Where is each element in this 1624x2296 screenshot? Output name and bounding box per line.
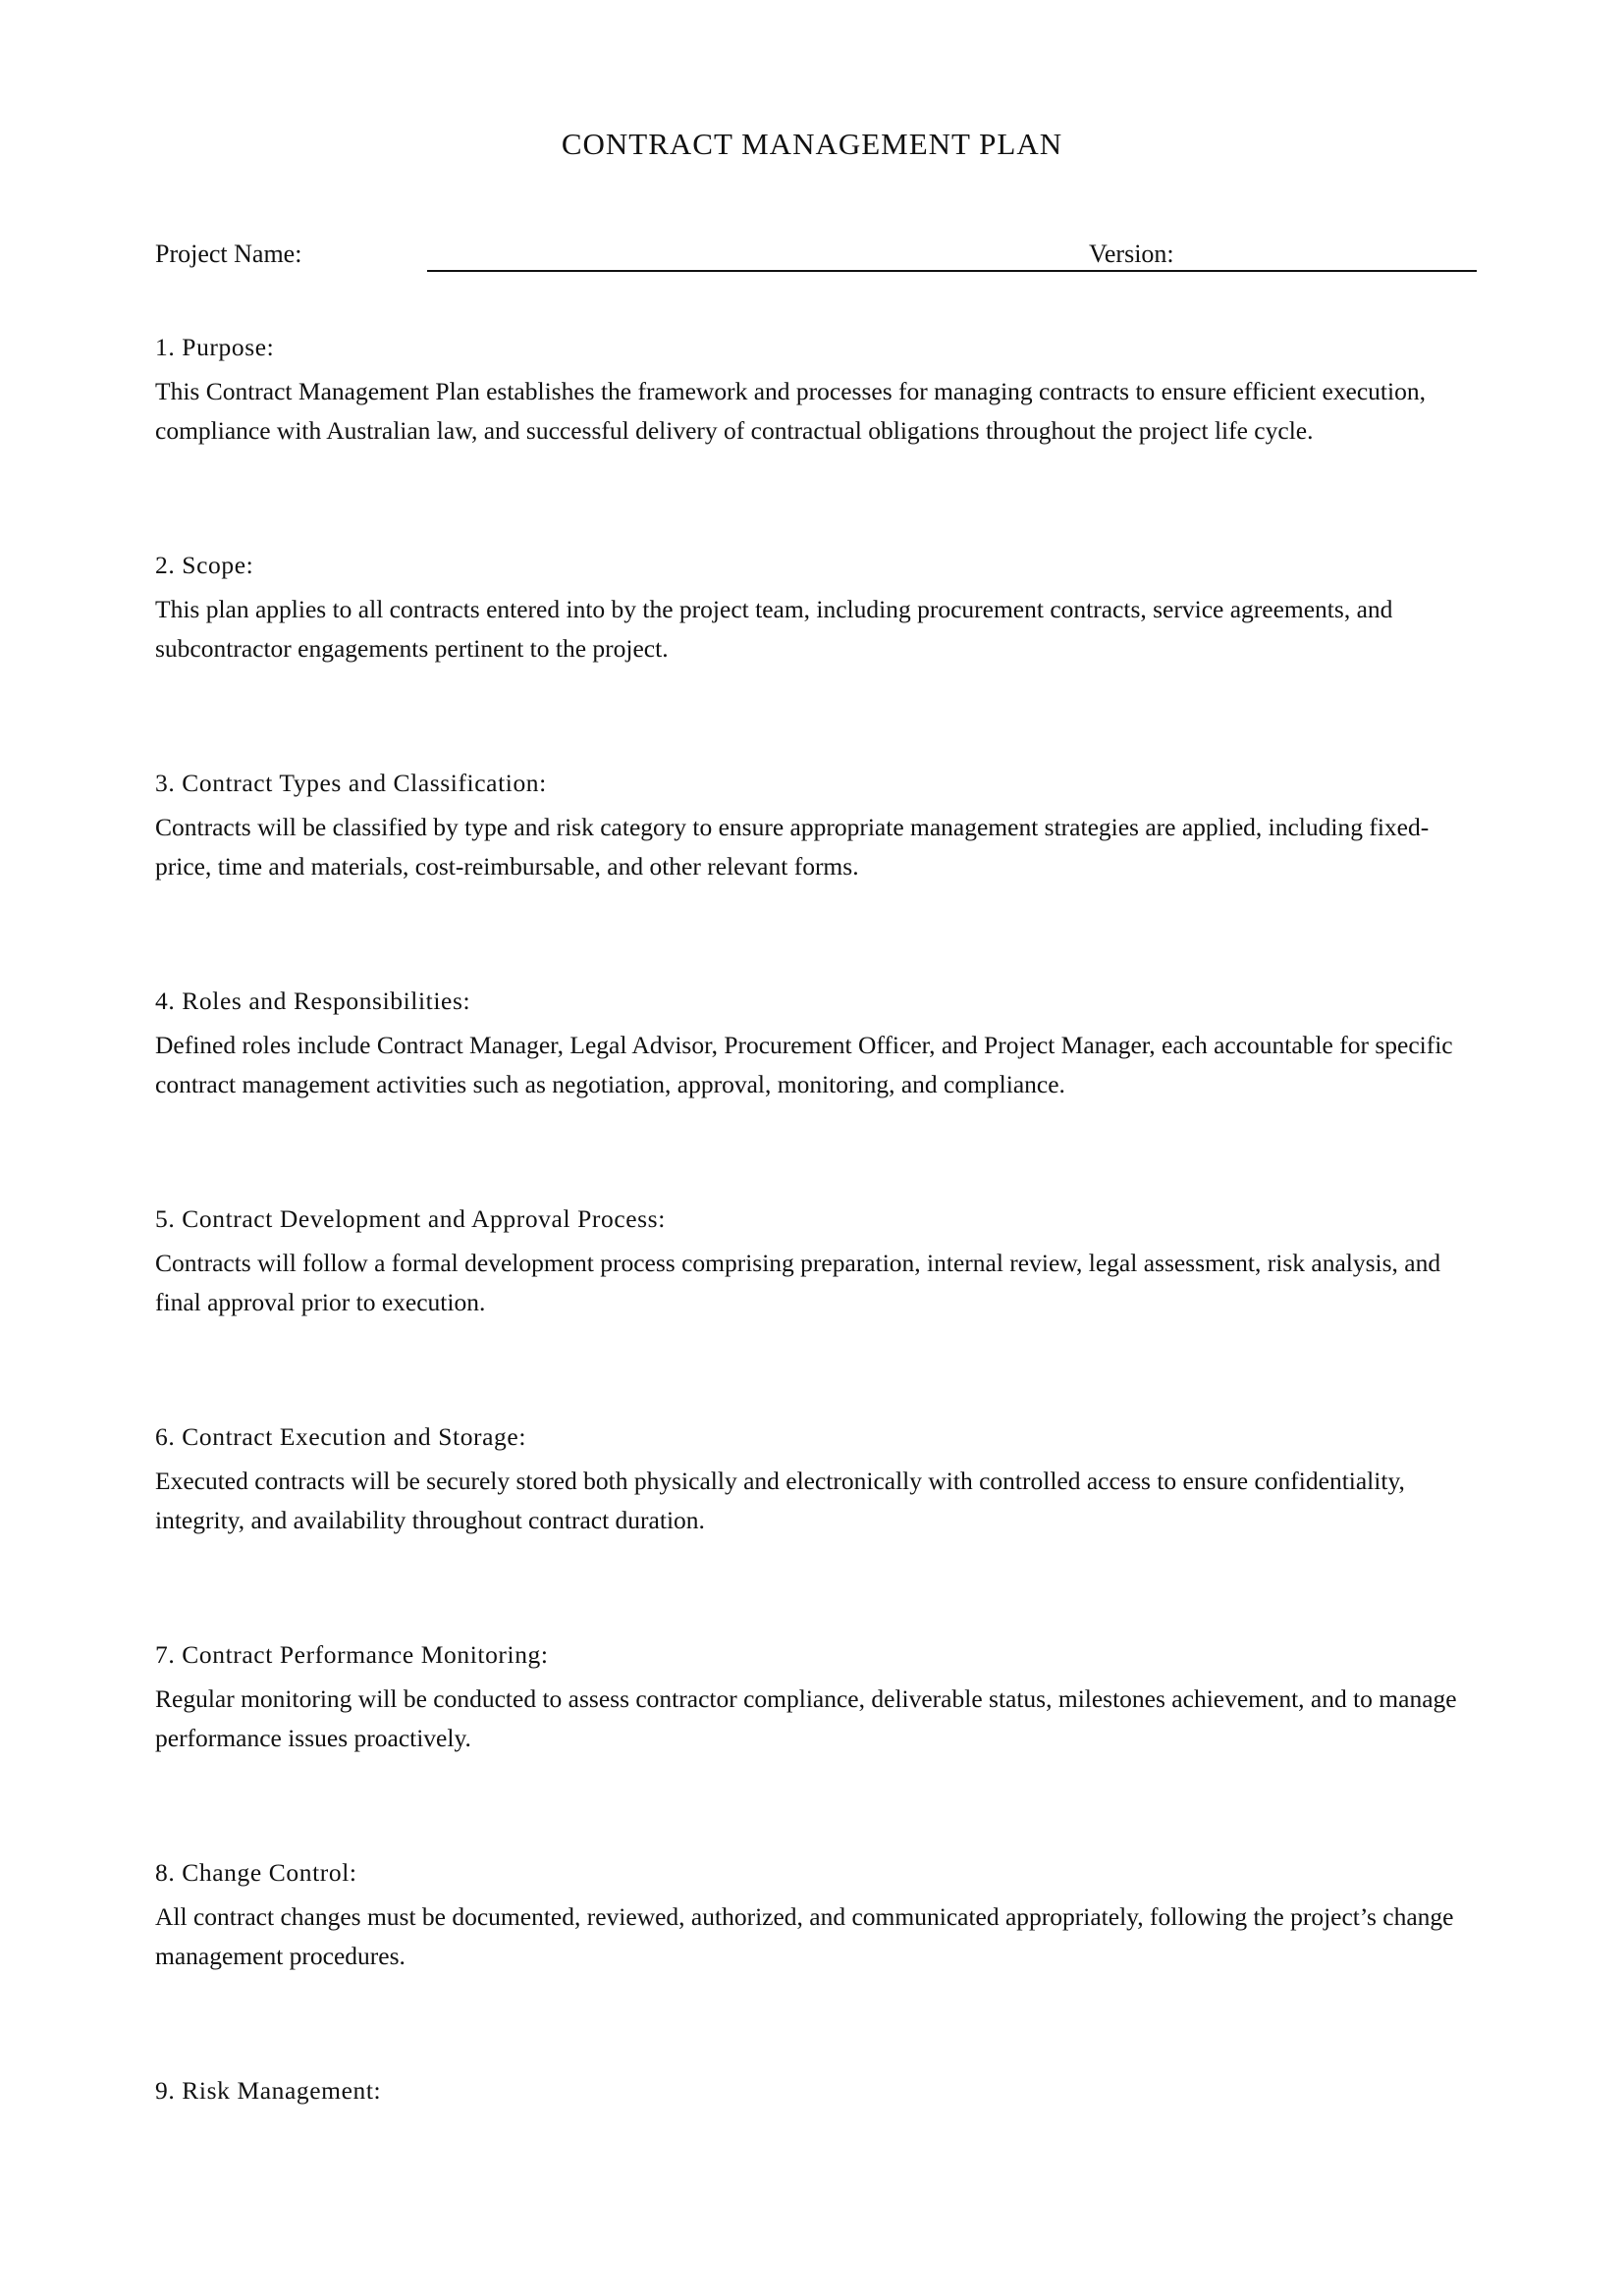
- header-fields: [155, 236, 1477, 277]
- section-heading: 3. Contract Types and Classification:: [155, 769, 547, 797]
- section-body: Contracts will follow a formal development process comprising preparation, internal review, legal assessment, risk analysis, and final approval prior to execution.: [155, 1249, 1441, 1316]
- section-risk-management: [155, 2071, 1481, 2289]
- section-execution-storage: [155, 1417, 1481, 1635]
- section-purpose: [155, 328, 1481, 546]
- section-body: This plan applies to all contracts entered into by the project team, including procurement contracts, service agreements, and subcontractor engagements pertinent to the project.: [155, 595, 1393, 663]
- section-heading: 2. Scope:: [155, 551, 254, 579]
- section-body: This Contract Management Plan establishes the framework and processes for managing contracts to ensure efficient execution, compliance with Australian law, and successful delivery of contractual obligations throughout the project life cycle.: [155, 377, 1426, 445]
- section-development-approval: [155, 1200, 1481, 1417]
- section-body: Regular monitoring will be conducted to assess contractor compliance, deliverable status, milestones achievement, and to manage performance issues proactively.: [155, 1684, 1457, 1752]
- page-title: CONTRACT MANAGEMENT PLAN: [561, 127, 1063, 161]
- section-body: Defined roles include Contract Manager, Legal Advisor, Procurement Officer, and Project Manager, each accountable for specific contract management activities such as negotiation, approval, monitoring, and compliance.: [155, 1031, 1453, 1098]
- section-body: All contract changes must be documented, reviewed, authorized, and communicated appropriately, following the project’s change management procedures.: [155, 1902, 1454, 1970]
- section-change-control: [155, 1853, 1481, 2071]
- section-heading: 7. Contract Performance Monitoring:: [155, 1640, 549, 1669]
- section-heading: 1. Purpose:: [155, 333, 275, 361]
- section-body: Executed contracts will be securely stored both physically and electronically with controlled access to ensure confidentiality, integrity, and availability throughout contract duration.: [155, 1467, 1405, 1534]
- version-field[interactable]: [1189, 270, 1477, 272]
- project-name-field[interactable]: [427, 270, 1189, 272]
- section-scope: [155, 546, 1481, 764]
- section-heading: 8. Change Control:: [155, 1858, 357, 1887]
- project-name-label: Project Name:: [155, 240, 302, 268]
- section-heading: 5. Contract Development and Approval Process:: [155, 1204, 666, 1233]
- section-heading: 6. Contract Execution and Storage:: [155, 1422, 527, 1451]
- section-roles: [155, 982, 1481, 1200]
- version-label: Version:: [1089, 240, 1174, 268]
- section-performance-monitoring: [155, 1635, 1481, 1853]
- sections-list: [155, 328, 1481, 2289]
- section-heading: 9. Risk Management:: [155, 2076, 382, 2105]
- section-heading: 4. Roles and Responsibilities:: [155, 987, 471, 1015]
- section-body: Contracts will be classified by type and risk category to ensure appropriate management strategies are applied, including fixed-price, time and materials, cost-reimbursable, and other relevant forms.: [155, 813, 1430, 881]
- section-contract-types: [155, 764, 1481, 982]
